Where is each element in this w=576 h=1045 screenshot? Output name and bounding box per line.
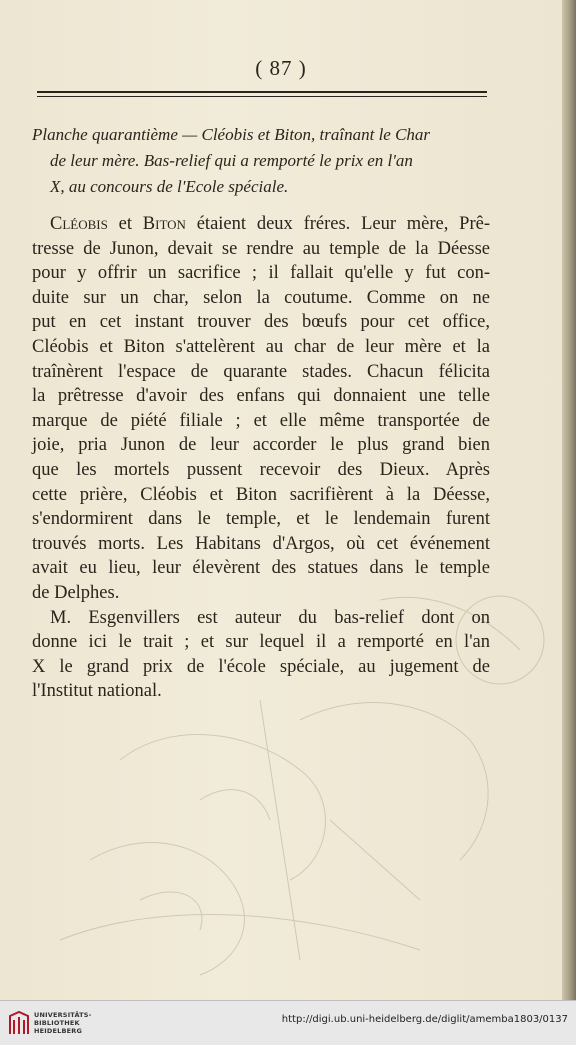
caption-line: Planche quarantième — Cléobis et Biton, traînant le Char (32, 125, 431, 144)
name-biton: Biton (142, 214, 186, 234)
text-run: étaient deux fréres. Leur mère, Prê- (185, 214, 490, 234)
body-line: la prêtresse d'avoir des enfans qui donnaient une telle (32, 386, 490, 407)
body-line: duite sur un char, selon la coutume. Comme on ne (32, 287, 490, 308)
body-line: X le grand prix de l'école spéciale, au jugement de (32, 656, 490, 677)
body-line: que les mortels pussent recevoir des Dieux. Après (32, 459, 490, 480)
logo-line: BIBLIOTHEK (34, 1019, 80, 1027)
body-line: pour y offrir un sacrifice ; il fallait qu'elle y fut con- (32, 263, 490, 284)
page-edge (562, 0, 576, 1000)
university-library-logo-icon[interactable] (8, 1010, 30, 1036)
logo-line: HEIDELBERG (34, 1027, 83, 1035)
paragraph-first-line (32, 212, 490, 237)
body-line: l'Institut national. (32, 681, 162, 702)
body-line: M. Esgenvillers est auteur du bas-relief dont on (50, 607, 490, 628)
body-line: de Delphes. (32, 582, 120, 603)
caption-line: de leur mère. Bas-relief qui a remporté le prix en l'an (50, 151, 413, 170)
body-text (32, 212, 490, 704)
body-line: joie, pria Junon de leur accorder le plus grand bien (32, 435, 490, 456)
body-line: trouvés morts. Les Habitans d'Argos, où cet événement (32, 533, 490, 554)
library-logo-text[interactable] (34, 1011, 92, 1035)
body-line: avait eu lieu, leur élevèrent des statues dans le temple (32, 558, 490, 579)
logo-line: UNIVERSITÄTS- (34, 1011, 92, 1019)
source-url-link[interactable]: http://digi.ub.uni-heidelberg.de/diglit/amemba1803/0137 (281, 1014, 568, 1025)
page-number: ( 87 ) (255, 56, 307, 80)
body-line: tresse de Junon, devait se rendre au temple de la Déesse (32, 238, 490, 259)
header-rule-thin (37, 96, 487, 97)
viewer-footer (0, 1000, 576, 1045)
body-line: marque de piété filiale ; et elle même transportée de (32, 410, 490, 431)
body-line: s'endormirent dans le temple, et le lendemain furent (32, 509, 490, 530)
plate-caption (32, 122, 492, 200)
header-rule-thick (37, 91, 487, 93)
body-line: Cléobis et Biton s'attelèrent au char de leur mère et la (32, 336, 490, 357)
name-cleobis: Cléobis (50, 214, 108, 234)
body-line: put en cet instant trouver des bœufs pour cet office, (32, 312, 490, 333)
body-line: traînèrent l'espace de quarante stades. Chacun félicita (32, 361, 490, 382)
caption-line: X, au concours de l'Ecole spéciale. (50, 177, 289, 196)
text-run: et (107, 214, 143, 234)
body-line: cette prière, Cléobis et Biton sacrifièrent à la Déesse, (32, 484, 490, 505)
body-line: donne ici le trait ; et sur lequel il a remporté en l'an (32, 632, 490, 653)
